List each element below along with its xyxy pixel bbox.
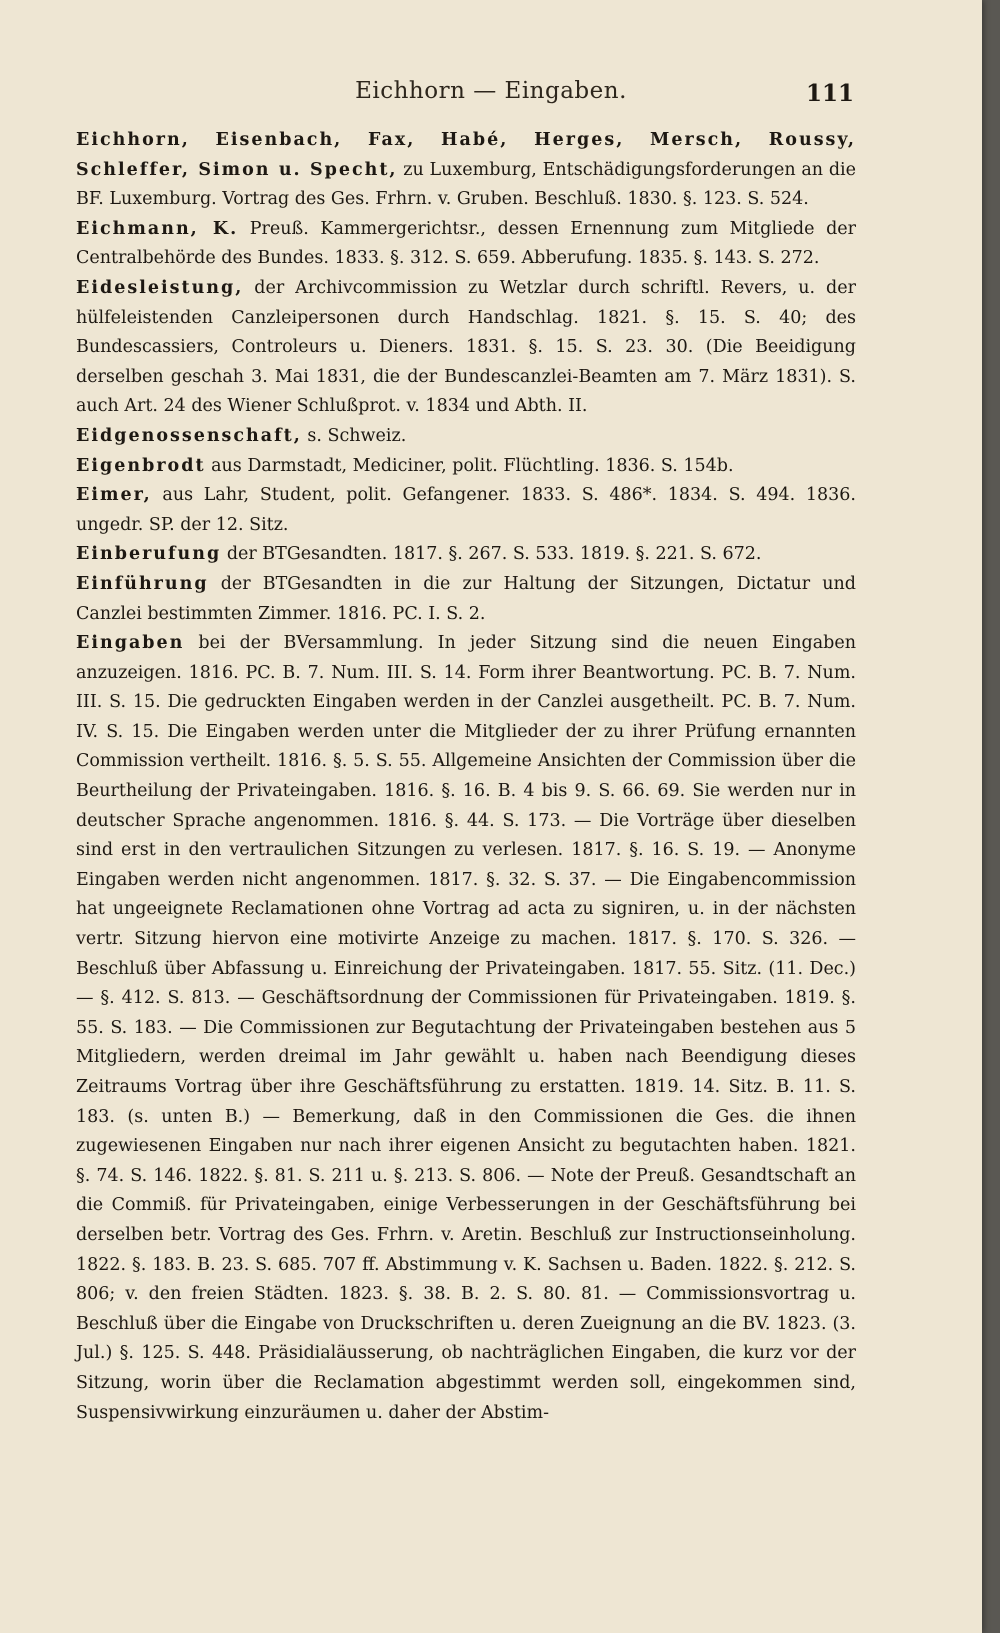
entry-lemma: Eichhorn, Eisenbach, Fax, Habé, Herges, Mersch, Roussy, Schleffer, Simon u. Specht, — [76, 130, 856, 180]
entry-text: aus Lahr, Student, polit. Gefangener. 1833. S. 486*. 1834. S. 494. 1836. ungedr. SP. der 12. Sitz. — [76, 485, 856, 535]
entry-text: der BTGesandten in die zur Haltung der Sitzungen, Dictatur und Canzlei bestimmten Zimmer. 1816. PC. I. S. 2. — [76, 573, 856, 624]
entry-text: zu Luxemburg, Entschädigungsforderungen an die BF. Luxemburg. Vortrag des Ges. Frhrn. v. Gruben. Beschluß. 1830. §. 123. S. 524. — [76, 159, 856, 210]
entry-lemma: Eigenbrodt — [76, 455, 206, 476]
entry-lemma: Einberufung — [76, 544, 222, 565]
index-entry — [76, 540, 856, 570]
page-header — [0, 78, 982, 118]
entry-lemma: Eimer, — [76, 485, 152, 506]
index-entry — [76, 481, 856, 540]
entry-lemma: Eichmann, K. — [76, 218, 239, 239]
entry-lemma: Eidesleistung, — [76, 277, 244, 298]
entry-text: bei der BVersammlung. In jeder Sitzung sind die neuen Eingaben anzuzeigen. 1816. PC. B. 7. Num. III. S. 14. Form ihrer Beantwortung. PC. B. 7. Num. III. S. 15. Die gedruckten Eingaben werden in der Canzlei ausgetheilt. PC. B. 7. Num. IV. S. 15. Die Eingaben werden unter die Mitglieder der zu ihrer Prüfung ernannten Commission vertheilt. 1816. §. 5. S. 55. Allgemeine Ansichten der Commission über die Beurtheilung der Privateingaben. 1816. §. 16. B. 4 bis 9. S. 66. 69. Sie werden nur in deutscher Sprache angenommen. 1816. §. 44. S. 173. — Die Vorträge über dieselben sind erst in den vertraulichen Sitzungen zu verlesen. 1817. §. 16. S. 19. — Anonyme Eingaben werden nicht angenommen. 1817. §. 32. S. 37. — Die Eingabencommission hat ungeeignete Reclamationen ohne Vortrag ad acta zu signiren, u. in der nächsten vertr. Sitzung hiervon eine motivirte Anzeige zu machen. 1817. §. 170. S. 326. — Beschluß über Abfassung u. Einreichung der Privateingaben. 1817. 55. Sitz. (11. Dec.) — §. 412. S. 813. — Geschäftsordnung der Commissionen für Privateingaben. 1819. §. 55. S. 183. — Die Commissionen zur Begutachtung der Privateingaben bestehen aus 5 Mitgliedern, werden dreimal im Jahr gewählt u. haben nach Beendigung dieses Zeitraums Vortrag über ihre Geschäftsführung zu erstatten. 1819. 14. Sitz. B. 11. S. 183. (s. unten B.) — Bemerkung, daß in den Commissionen die Ges. die ihnen zugewiesenen Eingaben nur nach ihrer eigenen Ansicht zu begutachten haben. 1821. §. 74. S. 146. 1822. §. 81. S. 211 u. §. 213. S. 806. — Note der Preuß. Gesandtschaft an die Commiß. für Privateingaben, einige Verbesserungen in der Geschäftsführung bei derselben betr. Vortrag des Ges. Frhrn. v. Aretin. Beschluß zur Instructionseinholung. 1822. §. 183. B. 23. S. 685. 707 ff. Abstimmung v. K. Sachsen u. Baden. 1822. §. 212. S. 806; v. den freien Städten. 1823. §. 38. B. 2. S. 80. 81. — Commissionsvortrag u. Beschluß über die Eingabe von Druckschriften u. deren Zueignung an die BV. 1823. (3. Jul.) §. 125. S. 448. Präsidialäusserung, ob nachträglichen Eingaben, die kurz vor der Sitzung, worin über die Reclamation abgestimmt werden soll, eingekommen sind, Suspensivwirkung einzuräumen u. daher der Abstim- — [76, 633, 856, 1423]
index-entry — [76, 274, 856, 422]
index-entry — [76, 126, 856, 215]
page-number: 111 — [805, 80, 854, 107]
entry-lemma: Eidgenossenschaft, — [76, 425, 302, 446]
entry-text: Preuß. Kammergerichtsr., dessen Ernennung zum Mitgliede der Centralbehörde des Bundes. 1833. §. 312. S. 659. Abberufung. 1835. §. 143. S. 272. — [76, 218, 856, 269]
index-entry — [76, 452, 856, 482]
entry-lemma: Einführung — [76, 573, 209, 594]
entry-text: der BTGesandten. 1817. §. 267. S. 533. 1819. §. 221. S. 672. — [221, 544, 762, 565]
index-entry — [76, 629, 856, 1428]
entry-text: s. Schweiz. — [301, 425, 407, 446]
index-entry — [76, 215, 856, 274]
index-entries — [76, 126, 856, 1428]
index-entry — [76, 422, 856, 452]
index-entry — [76, 570, 856, 629]
running-head: Eichhorn — Eingaben. — [355, 78, 627, 104]
entry-lemma: Eingaben — [76, 633, 185, 654]
entry-text: aus Darmstadt, Mediciner, polit. Flüchtling. 1836. S. 154b. — [205, 455, 734, 476]
entry-text: der Archivcommission zu Wetzlar durch schriftl. Revers, u. der hülfeleistenden Canzleipersonen durch Handschlag. 1821. §. 15. S. 40; des Bundescassiers, Controleurs u. Dieners. 1831. §. 15. S. 23. 30. (Die Beeidigung derselben geschah 3. Mai 1831, die der Bundescanzlei-Beamten am 7. März 1831). S. auch Art. 24 des Wiener Schlußprot. v. 1834 und Abth. II. — [76, 277, 856, 417]
